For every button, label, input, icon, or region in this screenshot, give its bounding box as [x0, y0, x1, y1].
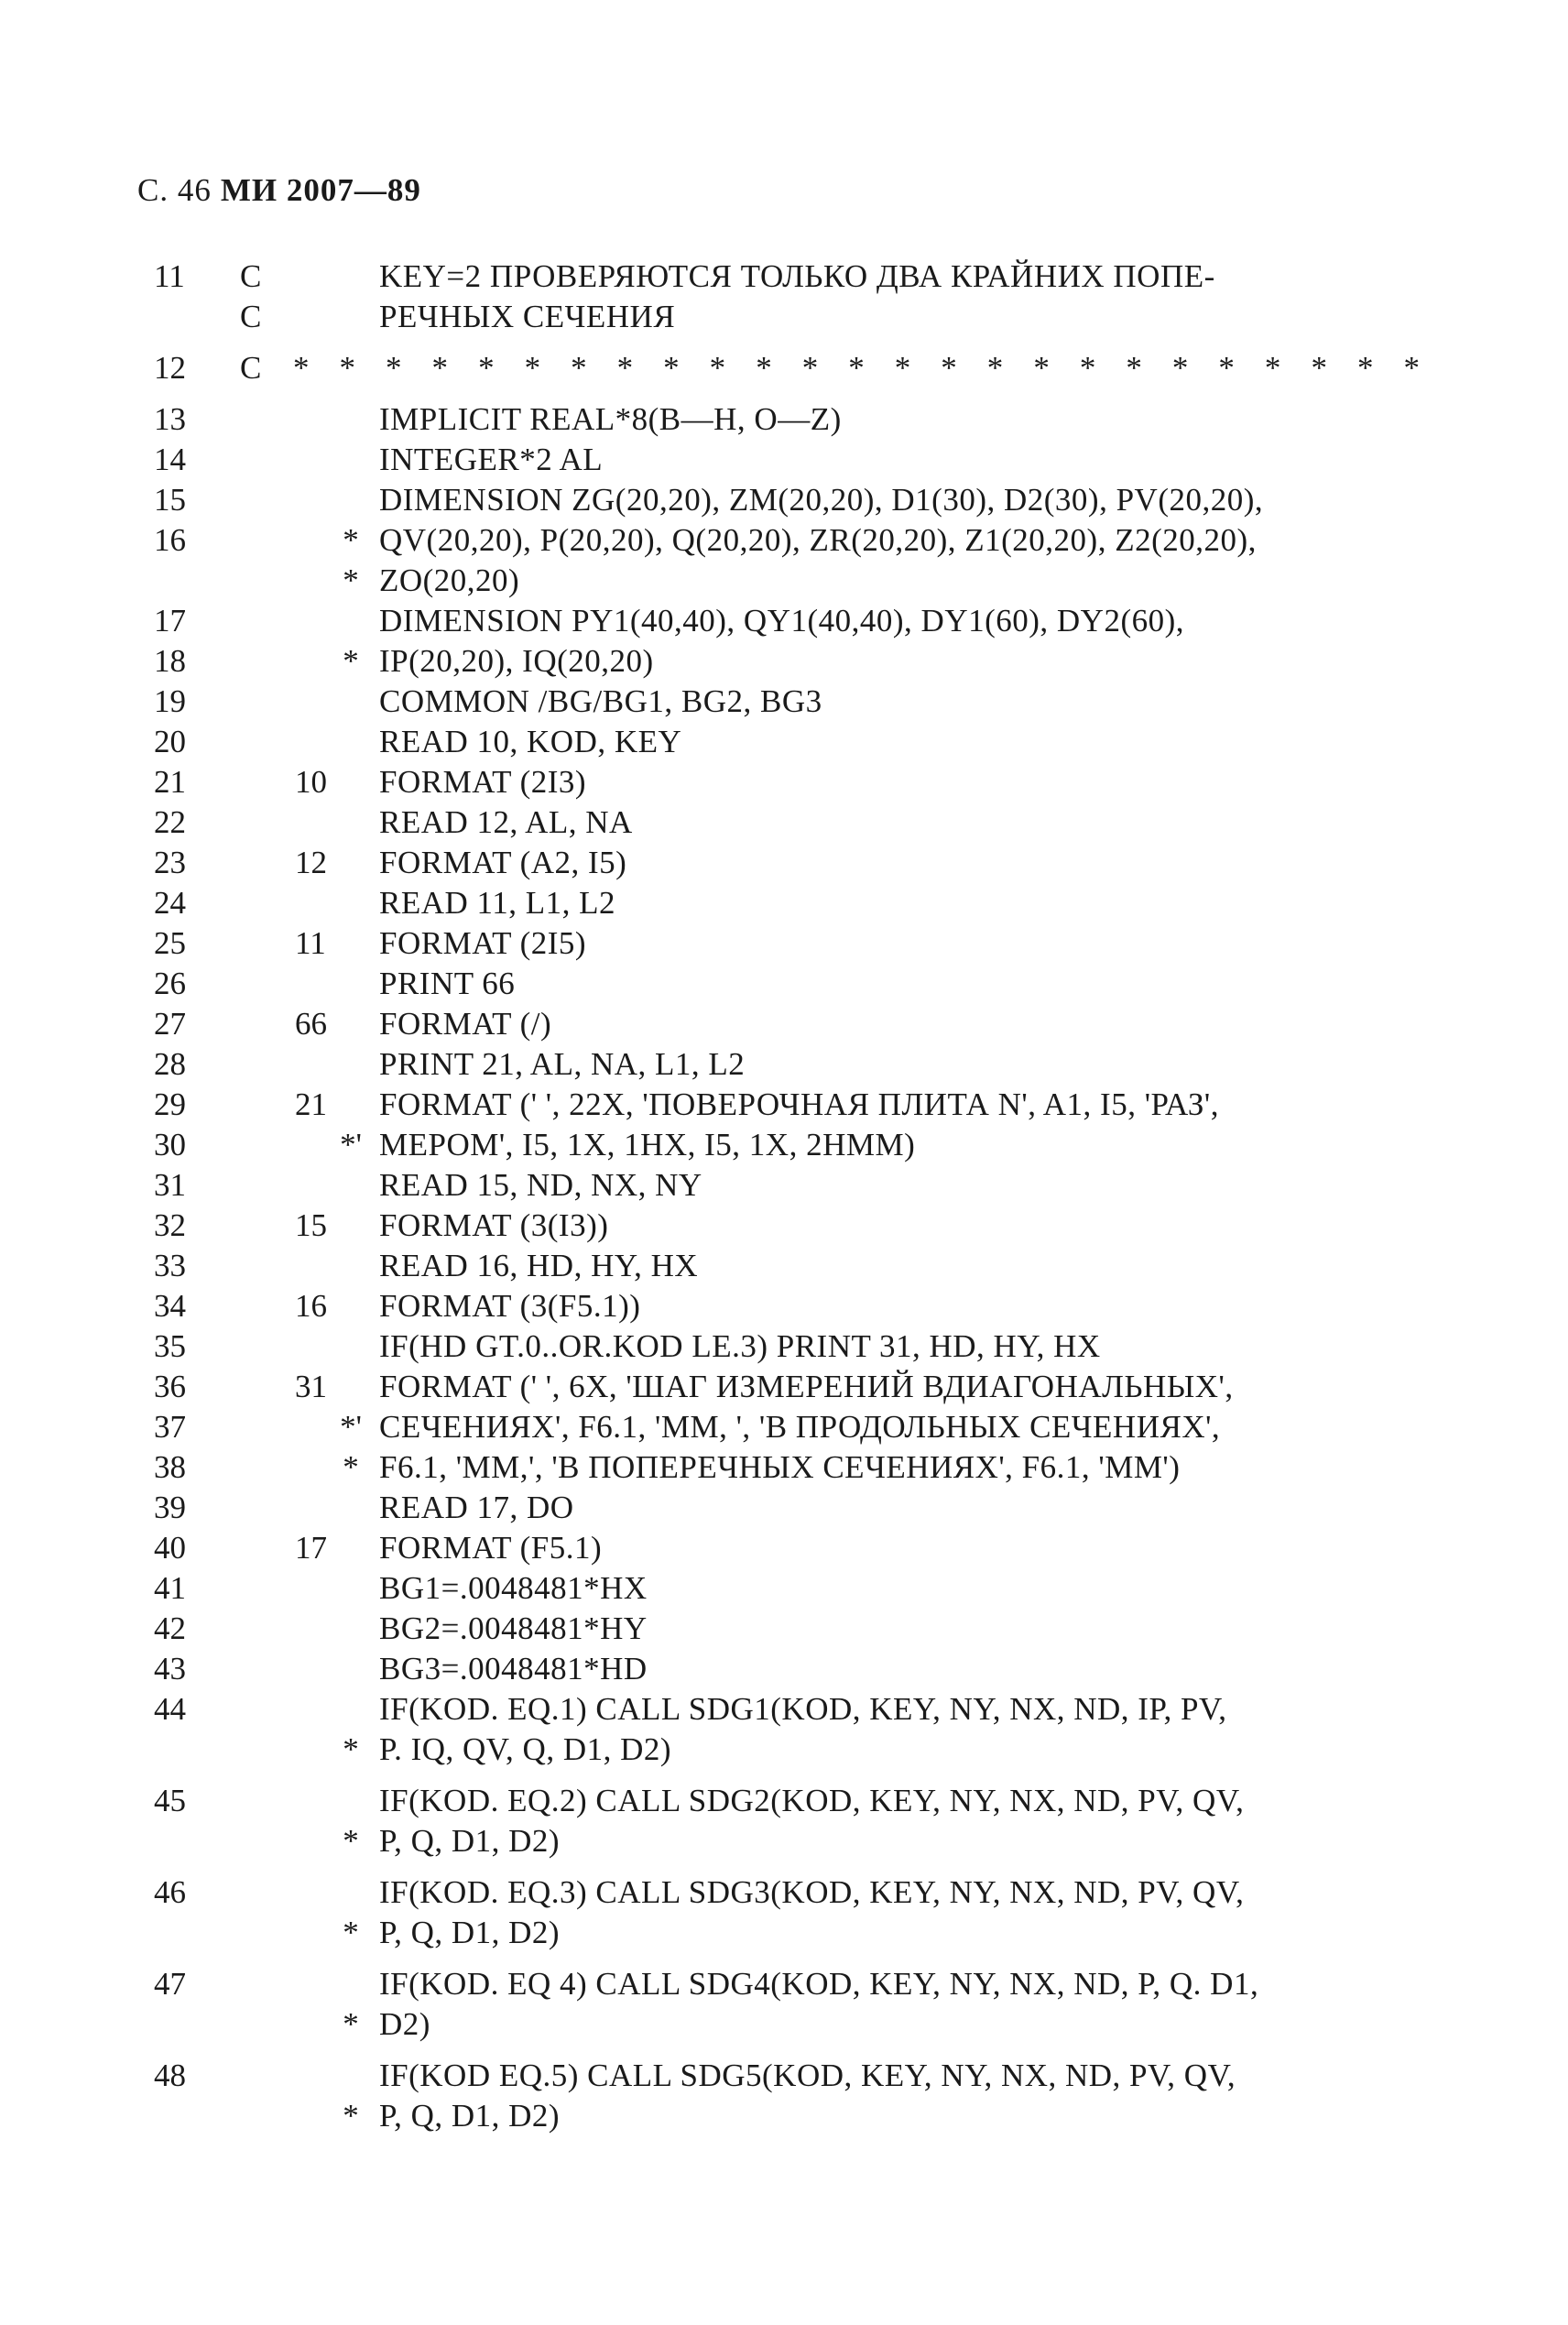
code-line [0, 1964, 1568, 2004]
line-number: 19 [154, 683, 186, 719]
code-line [0, 399, 1568, 440]
code-line [0, 1125, 1568, 1165]
line-number: 22 [154, 804, 186, 840]
code-line [0, 1872, 1568, 1913]
code-line [0, 682, 1568, 722]
code-line [0, 2056, 1568, 2096]
statement-text: FORMAT (' ', 22X, 'ПОВЕРОЧНАЯ ПЛИТА N', A1, I5, 'РАЗ', [379, 1086, 1219, 1122]
statement-label: 11 [295, 925, 326, 961]
statement-text: PRINT 21, AL, NA, L1, L2 [379, 1046, 746, 1082]
line-number: 21 [154, 764, 186, 800]
code-line [0, 883, 1568, 923]
code-line [0, 1781, 1568, 1821]
statement-text: IF(KOD. EQ.2) CALL SDG2(KOD, KEY, NY, NX, ND, PV, QV, [379, 1783, 1245, 1818]
line-number: 28 [154, 1046, 186, 1082]
statement-text: BG1=.0048481*HX [379, 1570, 648, 1606]
code-line [0, 1730, 1568, 1770]
statement-text: BG2=.0048481*HY [379, 1610, 648, 1646]
line-number: 29 [154, 1086, 186, 1122]
line-number: 20 [154, 724, 186, 759]
statement-label: 12 [295, 845, 327, 880]
line-number: 24 [154, 885, 186, 921]
line-number: 17 [154, 603, 186, 639]
statement-text: PRINT 66 [379, 966, 516, 1001]
statement-label: 31 [295, 1369, 327, 1404]
statement-text: FORMAT (2I3) [379, 764, 587, 800]
asterisk-divider: * * * * * * * * * * * * * * * * * * * * * * * * * [293, 350, 1420, 386]
code-line [0, 2004, 1568, 2045]
statement-text: F6.1, 'MM,', 'В ПОПЕРЕЧНЫХ СЕЧЕНИЯХ', F6.1, 'MM') [379, 1449, 1181, 1485]
code-line [0, 1407, 1568, 1447]
code-line [0, 802, 1568, 843]
statement-text: P, Q, D1, D2) [379, 1915, 561, 1950]
continuation-mark: * [343, 643, 359, 679]
continuation-mark: *' [340, 1409, 362, 1445]
line-number: 27 [154, 1006, 186, 1042]
code-line [0, 1367, 1568, 1407]
continuation-mark: * [343, 1823, 359, 1859]
statement-text: KEY=2 ПРОВЕРЯЮТСЯ ТОЛЬКО ДВА КРАЙНИХ ПОПЕ- [379, 258, 1215, 294]
code-line [0, 923, 1568, 964]
line-number: 15 [154, 482, 186, 518]
statement-text: IF(KOD. EQ 4) CALL SDG4(KOD, KEY, NY, NX, ND, P, Q. D1, [379, 1966, 1259, 2002]
statement-text: IF(KOD. EQ.1) CALL SDG1(KOD, KEY, NY, NX, ND, IP, PV, [379, 1691, 1227, 1727]
code-line [0, 762, 1568, 802]
continuation-mark: *' [340, 1127, 362, 1162]
statement-text: FORMAT (' ', 6X, 'ШАГ ИЗМЕРЕНИЙ ВДИАГОНАЛЬНЫХ', [379, 1369, 1234, 1404]
line-number: 12 [154, 350, 186, 386]
statement-text: DIMENSION ZG(20,20), ZM(20,20), D1(30), D2(30), PV(20,20), [379, 482, 1264, 518]
line-number: 32 [154, 1207, 186, 1243]
code-line [0, 520, 1568, 561]
line-number: 25 [154, 925, 186, 961]
line-number: 39 [154, 1490, 186, 1525]
code-line [0, 297, 1568, 337]
code-line [0, 1004, 1568, 1044]
line-number: 16 [154, 522, 186, 558]
statement-label: 16 [295, 1288, 327, 1324]
code-line [0, 348, 1568, 388]
code-line [0, 440, 1568, 480]
code-line [0, 1165, 1568, 1206]
code-line [0, 1326, 1568, 1367]
line-number: 40 [154, 1530, 186, 1566]
line-number: 35 [154, 1328, 186, 1364]
continuation-mark: * [343, 562, 359, 598]
statement-text: READ 16, HD, HY, HX [379, 1248, 699, 1283]
statement-text: FORMAT (A2, I5) [379, 845, 627, 880]
statement-text: P, Q, D1, D2) [379, 2098, 561, 2134]
statement-text: DIMENSION PY1(40,40), QY1(40,40), DY1(60), DY2(60), [379, 603, 1185, 639]
code-line [0, 1286, 1568, 1326]
line-number: 48 [154, 2058, 186, 2093]
statement-label: 10 [295, 764, 327, 800]
statement-text: QV(20,20), P(20,20), Q(20,20), ZR(20,20), Z1(20,20), Z2(20,20), [379, 522, 1257, 558]
statement-text: IP(20,20), IQ(20,20) [379, 643, 654, 679]
statement-text: P. IQ, QV, Q, D1, D2) [379, 1731, 672, 1767]
code-line [0, 1821, 1568, 1861]
statement-text: READ 10, KOD, KEY [379, 724, 682, 759]
code-line [0, 1568, 1568, 1609]
code-line [0, 843, 1568, 883]
code-line [0, 561, 1568, 601]
code-line [0, 480, 1568, 520]
code-line [0, 1044, 1568, 1085]
line-number: 14 [154, 442, 186, 477]
line-number: 26 [154, 966, 186, 1001]
page-header [137, 172, 421, 209]
code-line [0, 1649, 1568, 1689]
line-number: 44 [154, 1691, 186, 1727]
code-line [0, 1246, 1568, 1286]
continuation-mark: * [343, 1731, 359, 1767]
statement-text: IF(HD GT.0..OR.KOD LE.3) PRINT 31, HD, HY, HX [379, 1328, 1101, 1364]
code-line [0, 641, 1568, 682]
line-number: 38 [154, 1449, 186, 1485]
statement-text: READ 11, L1, L2 [379, 885, 615, 921]
code-line [0, 257, 1568, 297]
statement-text: СЕЧЕНИЯХ', F6.1, 'MM, ', 'В ПРОДОЛЬНЫХ СЕЧЕНИЯХ', [379, 1409, 1221, 1445]
code-line [0, 722, 1568, 762]
continuation-mark: * [343, 522, 359, 558]
code-line [0, 1085, 1568, 1125]
code-line [0, 964, 1568, 1004]
comment-marker: C [240, 299, 262, 334]
code-line [0, 2096, 1568, 2136]
line-number: 23 [154, 845, 186, 880]
line-number: 33 [154, 1248, 186, 1283]
statement-text: BG3=.0048481*HD [379, 1651, 648, 1686]
statement-label: 15 [295, 1207, 327, 1243]
line-number: 36 [154, 1369, 186, 1404]
statement-text: READ 15, ND, NX, NY [379, 1167, 702, 1203]
statement-label: 21 [295, 1086, 327, 1122]
statement-text: READ 17, DO [379, 1490, 574, 1525]
statement-text: D2) [379, 2006, 430, 2042]
comment-marker: C [240, 258, 262, 294]
statement-text: MEPOM', I5, 1X, 1HX, I5, 1X, 2HMM) [379, 1127, 916, 1162]
page-number: С. 46 [137, 172, 212, 208]
statement-text: INTEGER*2 AL [379, 442, 604, 477]
code-line [0, 1206, 1568, 1246]
continuation-mark: * [343, 2006, 359, 2042]
statement-text: FORMAT (3(I3)) [379, 1207, 609, 1243]
statement-text: ZO(20,20) [379, 562, 520, 598]
statement-text: IF(KOD EQ.5) CALL SDG5(KOD, KEY, NY, NX, ND, PV, QV, [379, 2058, 1236, 2093]
line-number: 31 [154, 1167, 186, 1203]
statement-text: РЕЧНЫХ СЕЧЕНИЯ [379, 299, 676, 334]
statement-text: FORMAT (F5.1) [379, 1530, 603, 1566]
document-id: МИ 2007—89 [220, 172, 421, 208]
comment-marker: C [240, 350, 262, 386]
line-number: 30 [154, 1127, 186, 1162]
line-number: 37 [154, 1409, 186, 1445]
code-line [0, 1913, 1568, 1953]
line-number: 45 [154, 1783, 186, 1818]
line-number: 18 [154, 643, 186, 679]
code-listing [0, 257, 1568, 2136]
code-line [0, 1609, 1568, 1649]
line-number: 41 [154, 1570, 186, 1606]
statement-text: FORMAT (3(F5.1)) [379, 1288, 641, 1324]
statement-text: P, Q, D1, D2) [379, 1823, 561, 1859]
line-number: 13 [154, 401, 186, 437]
line-number: 42 [154, 1610, 186, 1646]
statement-text: FORMAT (/) [379, 1006, 552, 1042]
continuation-mark: * [343, 1915, 359, 1950]
line-number: 46 [154, 1874, 186, 1910]
code-line [0, 1689, 1568, 1730]
statement-text: IF(KOD. EQ.3) CALL SDG3(KOD, KEY, NY, NX, ND, PV, QV, [379, 1874, 1245, 1910]
line-number: 11 [154, 258, 185, 294]
statement-text: COMMON /BG/BG1, BG2, BG3 [379, 683, 822, 719]
line-number: 34 [154, 1288, 186, 1324]
continuation-mark: * [343, 1449, 359, 1485]
code-line [0, 601, 1568, 641]
code-line [0, 1447, 1568, 1488]
statement-text: IMPLICIT REAL*8(B—H, O—Z) [379, 401, 842, 437]
continuation-mark: * [343, 2098, 359, 2134]
statement-text: READ 12, AL, NA [379, 804, 633, 840]
code-line [0, 1488, 1568, 1528]
statement-label: 66 [295, 1006, 327, 1042]
statement-text: FORMAT (2I5) [379, 925, 587, 961]
line-number: 43 [154, 1651, 186, 1686]
code-line [0, 1528, 1568, 1568]
line-number: 47 [154, 1966, 186, 2002]
statement-label: 17 [295, 1530, 327, 1566]
